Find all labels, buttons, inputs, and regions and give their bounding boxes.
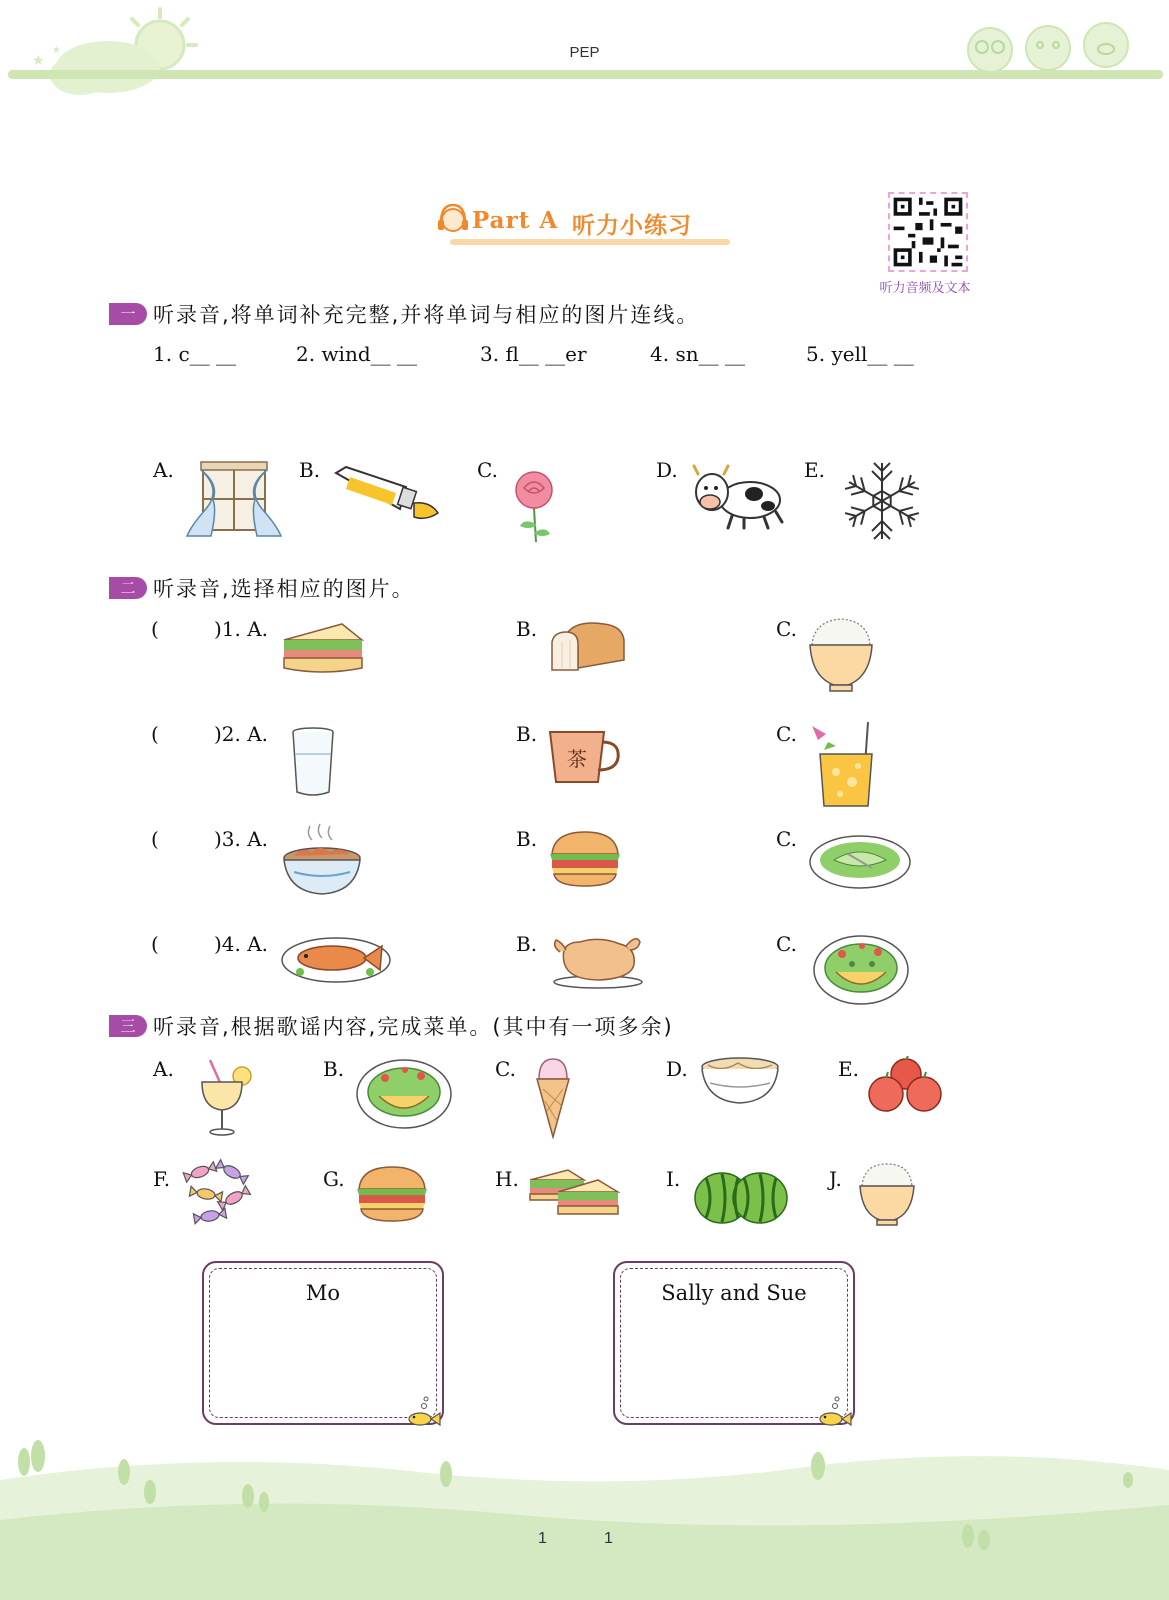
salad-plate-icon[interactable] <box>812 932 910 1006</box>
word-item[interactable]: 4. sn__ __ <box>650 342 745 366</box>
option-label: C. <box>776 932 797 956</box>
apples-icon[interactable] <box>866 1056 946 1116</box>
answer-paren[interactable]: ( <box>151 722 159 746</box>
vegetable-plate-icon[interactable] <box>808 830 912 890</box>
rose-icon[interactable] <box>510 468 558 544</box>
part-label: Part A <box>472 207 559 234</box>
ice-cream-icon[interactable] <box>535 1055 571 1139</box>
option-label: B. <box>516 722 538 746</box>
picture-label: B. <box>299 458 321 482</box>
noodle-bowl-icon[interactable] <box>280 822 364 900</box>
hamburger-icon[interactable] <box>548 830 622 888</box>
item-label: A. <box>153 1057 174 1081</box>
word-item[interactable]: 2. wind__ __ <box>296 342 417 366</box>
answer-paren[interactable]: ( <box>151 617 159 641</box>
item-label: C. <box>495 1057 516 1081</box>
item-label: J. <box>829 1167 842 1191</box>
page-number-left: 1 <box>538 1530 547 1547</box>
option-label: B. <box>516 617 538 641</box>
picture-label: D. <box>656 458 678 482</box>
option-label: C. <box>776 722 797 746</box>
question-number: )4. A. <box>214 932 269 956</box>
tea-cup-icon[interactable] <box>546 726 622 788</box>
answer-paren[interactable]: ( <box>151 827 159 851</box>
qr-code[interactable] <box>888 192 968 272</box>
picture-label: C. <box>477 458 498 482</box>
menu-title: Mo <box>305 1281 341 1305</box>
header-label: PEP <box>569 44 600 61</box>
qr-code-icon <box>890 194 966 270</box>
cow-icon[interactable] <box>688 462 788 532</box>
item-label: B. <box>323 1057 345 1081</box>
candies-icon[interactable] <box>180 1158 254 1228</box>
item-label: F. <box>153 1167 171 1191</box>
menu-title: Sally and Sue <box>661 1281 807 1305</box>
svg-text:★: ★ <box>52 45 61 56</box>
picture-label: A. <box>153 458 174 482</box>
salad-plate-icon[interactable] <box>355 1056 453 1130</box>
sandwich-icon[interactable] <box>280 620 366 676</box>
item-label: I. <box>666 1167 681 1191</box>
section-badge: 三 <box>109 1015 147 1037</box>
section-instruction: 听录音,选择相应的图片。 <box>153 577 415 601</box>
snowflake-icon[interactable] <box>838 460 926 542</box>
menu-card[interactable] <box>202 1261 444 1425</box>
fish-icon <box>815 1395 855 1429</box>
option-label: B. <box>516 827 538 851</box>
word-item[interactable]: 5. yell__ __ <box>806 342 914 366</box>
part-name: 听力小练习 <box>572 212 692 239</box>
question-number: )2. A. <box>214 722 269 746</box>
tea-char: 茶 <box>567 747 587 771</box>
word-item[interactable]: 1. c__ __ <box>153 342 236 366</box>
word-item[interactable]: 3. fl__ __er <box>480 342 587 366</box>
fish-icon <box>404 1395 444 1429</box>
headphone-icon <box>436 201 470 241</box>
juice-icon[interactable] <box>806 720 884 812</box>
question-number: )1. A. <box>214 617 269 641</box>
fish-plate-icon[interactable] <box>280 932 392 984</box>
picture-label: E. <box>804 458 825 482</box>
option-label: C. <box>776 617 797 641</box>
bread-icon[interactable] <box>548 618 628 674</box>
qr-label: 听力音频及文本 <box>879 281 971 296</box>
option-label: C. <box>776 827 797 851</box>
page-number-right: 1 <box>604 1530 613 1547</box>
glass-of-water-icon[interactable] <box>288 726 338 798</box>
roast-chicken-icon[interactable] <box>550 932 646 990</box>
rice-bowl-icon[interactable] <box>806 615 876 693</box>
paint-tube-icon[interactable] <box>330 463 442 525</box>
section-badge: 二 <box>109 577 147 599</box>
section-instruction: 听录音,根据歌谣内容,完成菜单。(其中有一项多余) <box>153 1015 674 1039</box>
header-animals-decoration <box>960 15 1140 75</box>
noodle-bowl-icon[interactable] <box>698 1055 782 1109</box>
sandwich-icon[interactable] <box>528 1166 620 1220</box>
juice-glass-icon[interactable] <box>188 1056 254 1138</box>
footer-grass-decoration <box>0 1440 1169 1600</box>
rice-bowl-icon[interactable] <box>856 1160 918 1228</box>
item-label: E. <box>838 1057 859 1081</box>
answer-paren[interactable]: ( <box>151 932 159 956</box>
question-number: )3. A. <box>214 827 269 851</box>
watermelon-icon[interactable] <box>692 1170 790 1226</box>
section-instruction: 听录音,将单词补充完整,并将单词与相应的图片连线。 <box>153 303 700 327</box>
item-label: H. <box>495 1167 519 1191</box>
window-curtain-icon[interactable] <box>183 460 285 540</box>
section-badge: 一 <box>109 303 147 325</box>
item-label: D. <box>666 1057 688 1081</box>
hamburger-icon[interactable] <box>355 1165 429 1223</box>
menu-card[interactable] <box>613 1261 855 1425</box>
option-label: B. <box>516 932 538 956</box>
item-label: G. <box>323 1167 345 1191</box>
svg-text:★: ★ <box>32 53 45 69</box>
